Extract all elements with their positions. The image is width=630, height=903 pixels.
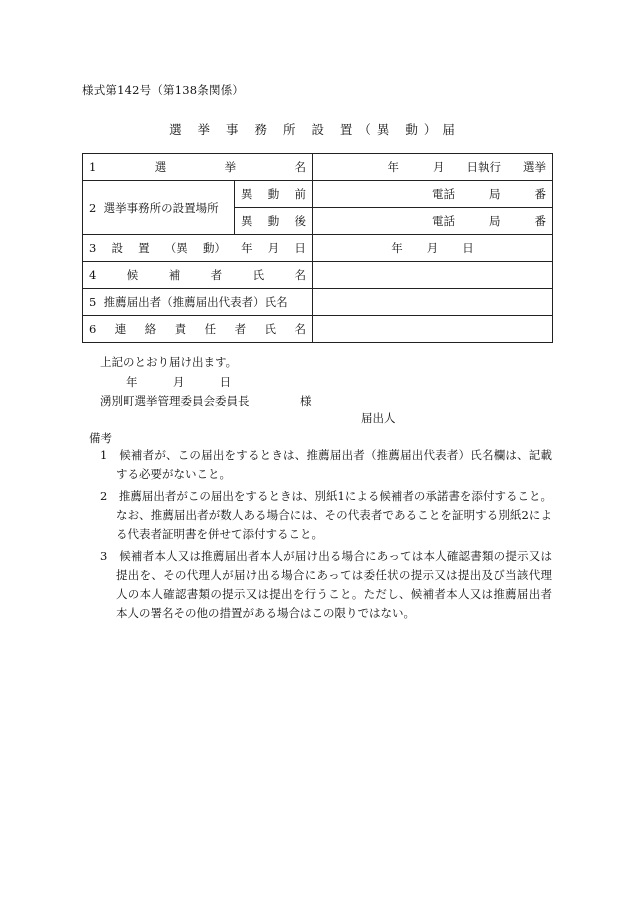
document-title: 選 挙 事 務 所 設 置（異 動）届 xyxy=(169,122,461,137)
row-candidate-name xyxy=(83,262,553,289)
row-election-name xyxy=(83,154,553,181)
notes-heading: 備考 xyxy=(89,431,112,445)
notes-list xyxy=(100,446,552,626)
form-number: 様式第142号（第138条関係） xyxy=(82,83,245,97)
value-location-after[interactable]: 電話 局 番 xyxy=(313,208,553,235)
value-location-before[interactable]: 電話 局 番 xyxy=(313,181,553,208)
label-candidate-name: 4 候 補 者 氏 名 xyxy=(83,262,313,289)
label-setup-date: 3 設 置 （異 動） 年 月 日 xyxy=(83,235,313,262)
note-item-1: 1 候補者が、この届出をするときは、推薦届出者（推薦届出代表者）氏名欄は、記載する必要がないこと。 xyxy=(100,448,552,481)
value-election-name[interactable]: 年 月 日執行 選挙 xyxy=(313,154,553,181)
label-recommender-name: 5 推薦届出者（推薦届出代表者）氏名 xyxy=(83,289,313,316)
row-contact-person-name xyxy=(83,316,553,343)
label-after-change: 異 動 後 xyxy=(235,208,313,235)
honorific-sama: 様 xyxy=(300,394,312,408)
value-candidate-name[interactable] xyxy=(313,262,553,289)
notification-form-table xyxy=(82,153,553,343)
note-item-3: 3 候補者本人又は推薦届出者本人が届け出る場合にあっては本人確認書類の提示又は提出を、その代理人が届け出る場合にあっては委任状の提示又は提出及び当該代理人の本人確認書類の提示又は提出を行うこと。ただし、候補者本人又は推薦届出者本人の署名その他の措置がある場合はこの限りではない。 xyxy=(100,549,552,620)
statement-text: 上記のとおり届け出ます。 xyxy=(100,355,238,369)
value-setup-date[interactable]: 年 月 日 xyxy=(313,235,553,262)
value-recommender-name[interactable] xyxy=(313,289,553,316)
row-setup-date xyxy=(83,235,553,262)
row-recommender-name xyxy=(83,289,553,316)
notifier-label: 届出人 xyxy=(361,411,396,425)
addressee: 湧別町選挙管理委員会委員長 xyxy=(100,394,250,408)
label-before-change: 異 動 前 xyxy=(235,181,313,208)
value-contact-person-name[interactable] xyxy=(313,316,553,343)
label-office-location: 2 選挙事務所の設置場所 xyxy=(83,181,235,235)
label-contact-person-name: 6 連 絡 責 任 者 氏 名 xyxy=(83,316,313,343)
row-office-location-before xyxy=(83,181,553,208)
submission-date[interactable]: 年 月 日 xyxy=(126,375,232,389)
label-election-name: 1 選 挙 名 xyxy=(83,154,313,181)
note-item-2: 2 推薦届出者がこの届出をするときは、別紙1による候補者の承諾書を添付すること。なお、推薦届出者が数人ある場合には、その代表者であることを証明する別紙2による代表者証明書を併せて添付すること。 xyxy=(100,489,552,541)
